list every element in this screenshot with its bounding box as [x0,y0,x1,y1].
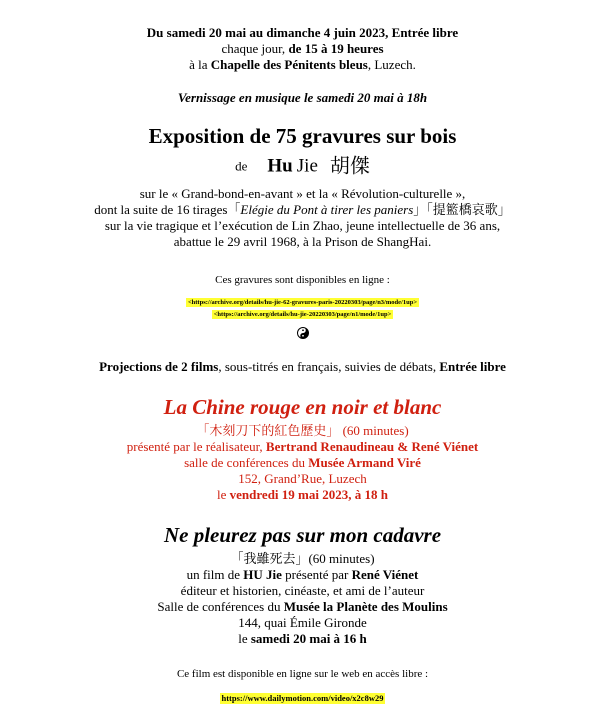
film1-presenter-line: présenté par le réalisateur, Bertrand Renaudineau & René Viénet [126,439,479,454]
yin-yang-icon [297,327,309,339]
artist-chinese-name: 胡傑 [329,155,370,178]
projections-line: Projections de 2 films, sous-titrés en français, suivies de débats, Entrée libre [99,359,506,374]
exhibition-title: Exposition de 75 gravures sur bois [148,124,457,148]
description-line-1: sur le « Grand-bond-en-avant » et la « Révolution-culturelle », [139,186,466,201]
dates-line: Du samedi 20 mai au dimanche 4 juin 2023, Entrée libre [146,25,459,40]
film2-date-line: le samedi 20 mai à 16 h [238,631,367,646]
film2-chinese-title-line: 「我雖死去」(60 minutes) [230,551,375,566]
description-line-2: dont la suite de 16 tirages「Elégie du Pont à tirer les paniers」「提籃橋哀歌」 [94,202,511,217]
artist-line [0,152,605,180]
film1-date-line: le vendredi 19 mai 2023, à 18 h [217,487,388,502]
footer-link-row [0,688,605,706]
artist-surname: Hu [267,155,293,177]
film2-director-line: un film de HU Jie présenté par René Viénet [186,567,419,582]
dailymotion-link[interactable]: https://www.dailymotion.com/video/x2c8w29 [221,693,384,703]
film1-chinese-title-line: 「木刻刀下的紅色歷史」 (60 minutes) [196,423,409,438]
exhibition-description [0,186,605,250]
online-intro: Ces gravures sont disponibles en ligne : [215,274,390,286]
separator [0,327,605,341]
film2-presenter-desc-line: éditeur et historien, cinéaste, et ami de l’auteur [180,583,425,598]
venue-line: à la Chapelle des Pénitents bleus, Luzech. [189,57,416,72]
film1-venue-line: salle de conférences du Musée Armand Viré [184,455,421,470]
hours-line: chaque jour, de 15 à 19 heures [221,41,384,56]
film2-venue-line: Salle de conférences du Musée la Planète des Moulins [157,599,448,614]
film2-address-line: 144, quai Émile Gironde [238,615,367,630]
artist-given-name: Jie [296,155,318,177]
archive-link-2[interactable]: <https://archive.org/details/hu-jie-20220303/page/n1/mode/1up> [213,311,392,318]
description-line-4: abattue le 29 avril 1968, à la Prison de ShangHai. [173,234,432,249]
film1-details [0,423,605,503]
vernissage-line: Vernissage en musique le samedi 20 mai à 18h [177,90,428,105]
footer-intro: Ce film est disponible en ligne sur le web en accès libre : [176,668,429,680]
film2-details [0,551,605,647]
film2-title: Ne pleurez pas sur mon cadavre [163,523,442,547]
exhibition-dates-block [0,25,605,73]
online-link-2-row [0,303,605,321]
film1-title: La Chine rouge en noir et blanc [163,395,442,419]
archive-link-1[interactable]: <https://archive.org/details/hu-jie-62-gravures-paris-20220303/page/n3/mode/1up> [187,299,418,306]
artist-prefix: de [235,158,248,174]
description-line-3: sur la vie tragique et l’exécution de Lin Zhao, jeune intellectuelle de 36 ans, [104,218,501,233]
film1-address-line: 152, Grand’Rue, Luzech [238,471,367,486]
